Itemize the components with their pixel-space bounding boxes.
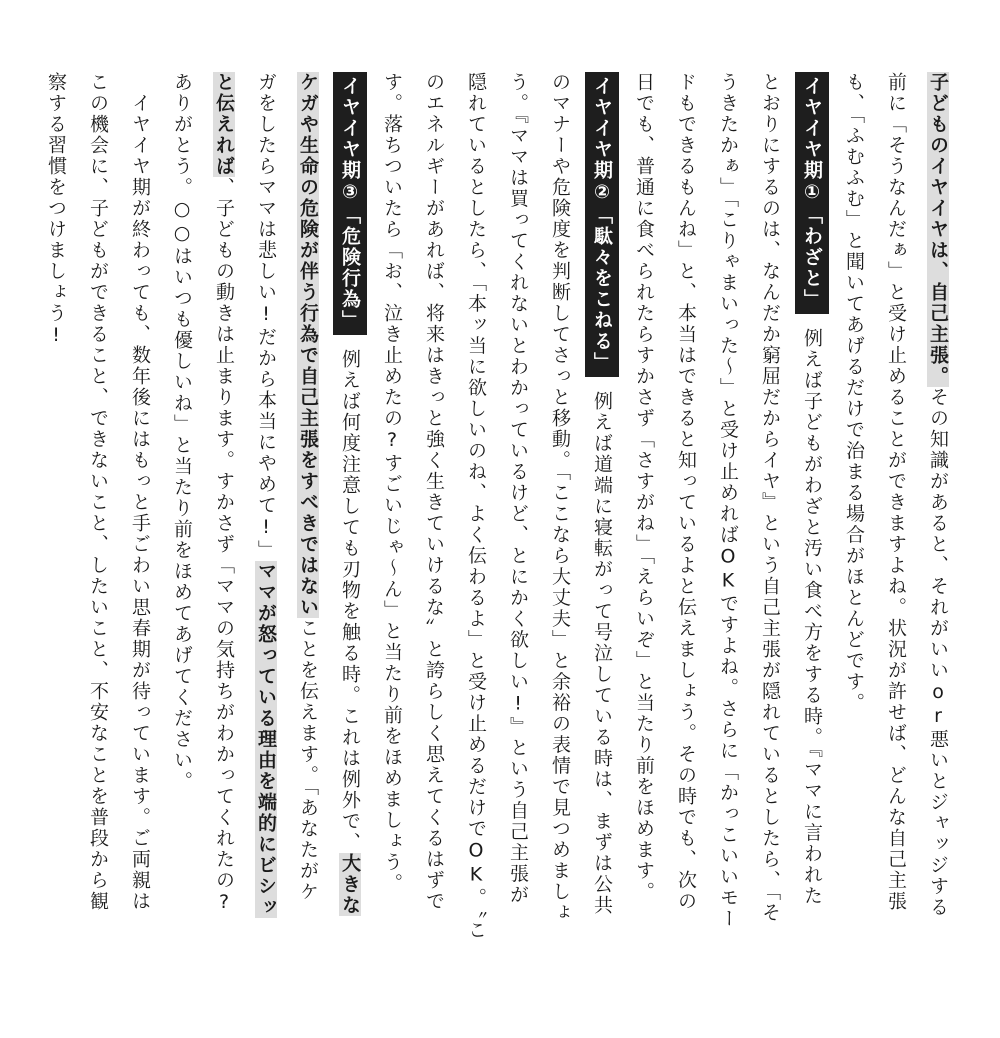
text-column [249,72,283,918]
body-text: ガをしたらママは悲しい!だから本当にやめて!」 [255,72,277,561]
text-column [417,72,451,912]
body-text: 日でも、普通に食べられたらすかさず「さすがね」「えらいぞ」と当たり前をほめます。 [633,72,655,903]
body-text: その知識があると、それがいいor悪いとジャッジする [927,387,949,918]
emphasis-text: ママが怒っている理由を端的にビシッ [255,561,277,918]
text-column [81,72,115,912]
emphasis-text: と伝えれば [213,72,235,177]
text-column [333,72,367,916]
body-text: 例えば道端に寝転がって号泣している時は、まずは公共 [591,391,613,916]
text-column [627,72,661,903]
text-column [123,72,157,912]
body-text: イヤイヤ期が終わっても、数年後にはもっと手ごわい思春期が待っています。ご両親は [129,72,151,912]
body-text: 察する習慣をつけましょう! [45,72,67,348]
text-column [291,72,325,903]
body-text: 例えば何度注意しても刃物を触る時。これは例外で、 [339,349,361,853]
body-text: 前に「そうなんだぁ」と受け止めることができますよね。状況が許せば、どんな自己主張 [885,72,907,912]
body-text: う。『ママは買ってくれないとわかっているけど、とにかく欲しい!』という自己主張が [507,72,529,906]
text-column [837,72,871,714]
body-text: す。落ちついたら「お、泣き止めたの?すごいじゃ〜ん」と当たり前をほめましょう。 [381,72,403,894]
section-heading-tag: イヤイヤ期①「わざと」 [795,72,829,314]
text-column [459,72,493,941]
body-text: ことを伝えます。「あなたがケ [297,618,319,903]
body-text: も、「ふむふむ」と聞いてあげるだけで治まる場合がほとんどです。 [843,72,865,714]
body-text: のマナーや危険度を判断してさっと移動。「ここなら大丈夫」と余裕の表情で見つめましょ [549,72,571,924]
body-text: この機会に、子どもができること、できないこと、したいこと、不安なことを普段から観 [87,72,109,912]
text-column [501,72,535,906]
body-text: 隠れているとしたら、「本ッ当に欲しいのね、よく伝わるよ」と受け止めるだけでOK。〝こ [465,72,487,941]
emphasis-text: 大きな [339,853,361,916]
text-column [207,72,241,915]
emphasis-text: ケガや生命の危険が伴う行為で自己主張をすべきではない [297,72,319,618]
text-column [39,72,73,348]
text-column [669,72,703,912]
body-text: 例えば子どもがわざと汚い食べ方をする時。『ママに言われた [801,328,823,907]
text-column [585,72,619,916]
body-text: ありがとう。○○はいつも優しいね」と当たり前をほめてあげてください。 [171,72,193,792]
body-text: 、子どもの動きは止まります。すかさず「ママの気持ちがわかってくれたの? [213,177,235,915]
text-column [879,72,913,912]
body-text: うきたかぁ」「こりゃまいった〜」と受け止めればOKですよね。さらに「かっこいいモー [717,72,739,930]
body-text: とおりにするのは、なんだか窮屈だからイヤ』という自己主張が隠れているとしたら、「そ [759,72,781,924]
emphasis-text: 子どものイヤイヤは、自己主張。 [927,72,949,387]
text-column [795,72,829,907]
text-column [711,72,745,930]
text-column [165,72,199,792]
section-heading-tag: イヤイヤ期②「駄々をこねる」 [585,72,619,377]
body-text: ドもできるもんね」と、本当はできると知っているよと伝えましょう。その時でも、次の [675,72,697,912]
text-column [921,72,955,918]
text-column [753,72,787,924]
text-column [375,72,409,894]
section-heading-tag: イヤイヤ期③「危険行為」 [333,72,367,335]
text-column [543,72,577,924]
body-text: のエネルギーがあれば、将来はきっと強く生きていけるな〟と誇らしく思えてくるはずで [423,72,445,912]
